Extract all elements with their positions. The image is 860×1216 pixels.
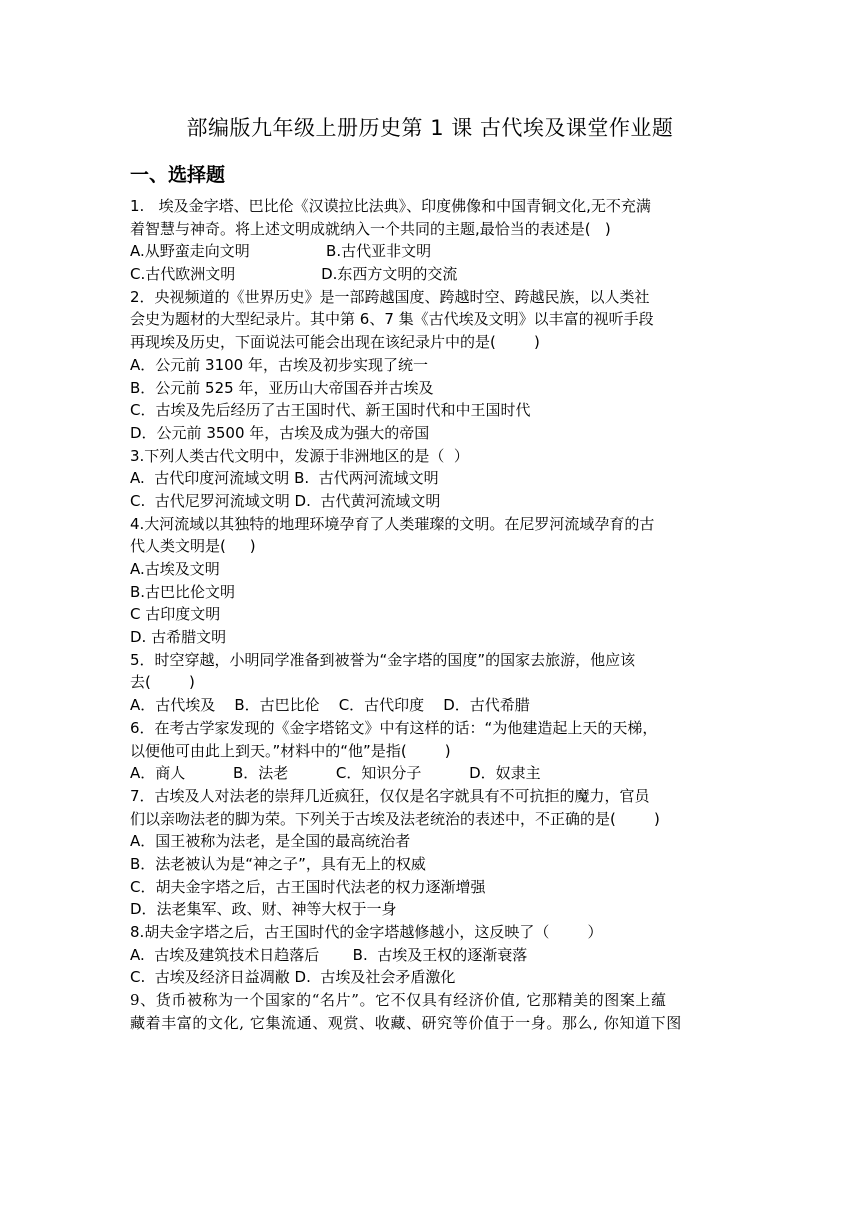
text-line: C 古印度文明 — [130, 605, 221, 624]
text-line: C. 古埃及经济日益凋敝 D. 古埃及社会矛盾激化 — [130, 968, 456, 987]
text-line: 去( ) — [130, 673, 195, 692]
text-line: 4.大河流域以其独特的地理环境孕育了人类璀璨的文明。在尼罗河流域孕育的古 — [130, 514, 655, 533]
text-line: 着智慧与神奇。将上述文明成就纳入一个共同的主题,最恰当的表述是( ) — [130, 219, 611, 238]
text-line: B．法老被认为是“神之子”，具有无上的权威 — [130, 854, 426, 873]
text-line: A.从野蛮走向文明 B.古代亚非文明 — [130, 242, 432, 261]
text-line: 代人类文明是( ) — [130, 537, 256, 556]
text-line: C.古代欧洲文明 D.东西方文明的交流 — [130, 265, 458, 284]
text-line: A．商人 B．法老 C．知识分子 D．奴隶主 — [130, 764, 541, 783]
text-line: A．公元前 3100 年，古埃及初步实现了统一 — [130, 355, 428, 374]
text-line: A. 古代印度河流域文明 B. 古代两河流域文明 — [130, 469, 439, 488]
text-line: A.古埃及文明 — [130, 560, 220, 578]
text-line: A．国王被称为法老，是全国的最高统治者 — [130, 832, 411, 851]
text-line: 再现埃及历史，下面说法可能会出现在该纪录片中的是( ) — [130, 333, 540, 352]
page-title: 部编版九年级上册历史第 1 课 古代埃及课堂作业题 — [186, 116, 674, 140]
text-line: 2．央视频道的《世界历史》是一部跨越国度、跨越时空、跨越民族，以人类社 — [130, 287, 650, 306]
text-line: D. 古希腊文明 — [130, 628, 227, 647]
text-line: D．公元前 3500 年，古埃及成为强大的帝国 — [130, 423, 430, 442]
text-line: 会史为题材的大型纪录片。其中第 6、7 集《古代埃及文明》以丰富的视听手段 — [130, 310, 654, 329]
text-line: 6．在考古学家发现的《金字塔铭文》中有这样的话：“为他建造起上天的天梯， — [130, 718, 658, 737]
text-line: A. 古埃及建筑技术日趋落后 B. 古埃及王权的逐渐衰落 — [130, 945, 528, 964]
text-line: C．古埃及先后经历了古王国时代、新王国时代和中王国时代 — [130, 401, 531, 420]
text-line: 们以亲吻法老的脚为荣。下列关于古埃及法老统治的表述中，不正确的是( ) — [130, 809, 660, 828]
text-line: 1. 埃及金字塔、巴比伦《汉谟拉比法典》、印度佛像和中国青铜文化,无不充满 — [130, 197, 651, 215]
text-line: 8.胡夫金字塔之后，古王国时代的金字塔越修越小，这反映了（ ） — [130, 923, 603, 941]
text-line: C．胡夫金字塔之后，古王国时代法老的权力逐渐增强 — [130, 877, 486, 896]
text-line: B.古巴比伦文明 — [130, 582, 236, 601]
text-line: B．公元前 525 年，亚历山大帝国吞并古埃及 — [130, 378, 434, 397]
text-line: 9、货币被称为一个国家的“名片”。它不仅具有经济价值, 它那精美的图案上蕴 — [130, 991, 667, 1010]
question-list — [130, 195, 735, 1034]
section-heading: 一、选择题 — [130, 164, 226, 186]
text-line: A．古代埃及 B．古巴比伦 C．古代印度 D．古代希腊 — [130, 696, 530, 715]
text-line: 5．时空穿越，小明同学准备到被誉为“金字塔的国度”的国家去旅游，他应该 — [130, 650, 636, 669]
text-line: D．法老集军、政、财、神等大权于一身 — [130, 900, 397, 919]
text-line: C. 古代尼罗河流域文明 D. 古代黄河流域文明 — [130, 491, 441, 510]
text-line: 藏着丰富的文化, 它集流通、观赏、收藏、研究等价值于一身。那么, 你知道下图 — [130, 1013, 682, 1032]
text-line: 3.下列人类古代文明中，发源于非洲地区的是（ ） — [130, 446, 469, 465]
text-line: 7．古埃及人对法老的崇拜几近疯狂，仅仅是名字就具有不可抗拒的魔力，官员 — [130, 786, 650, 805]
text-line: 以便他可由此上到天。”材料中的“他”是指( ) — [130, 741, 451, 760]
